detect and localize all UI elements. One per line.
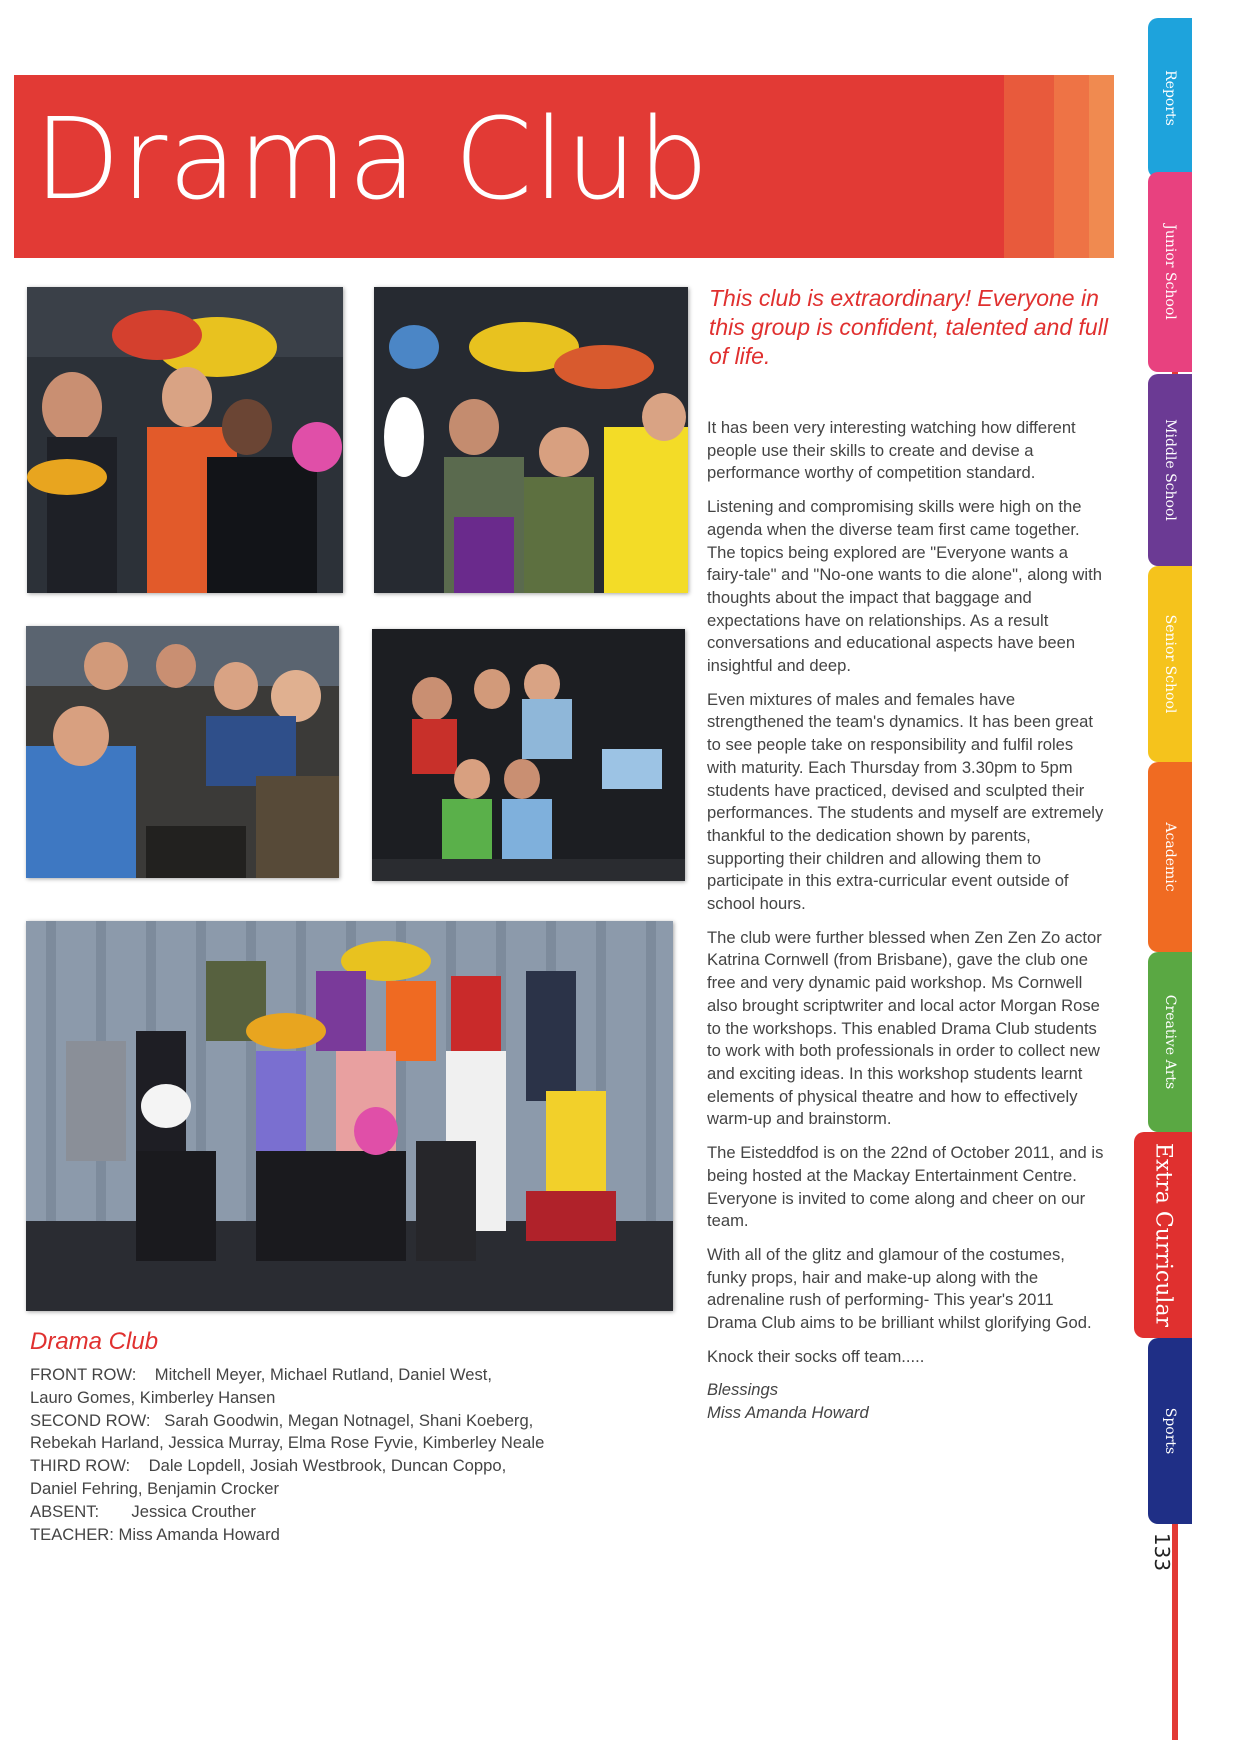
paragraph: The club were further blessed when Zen Zen Zo actor Katrina Cornwell (from Brisbane), gave the club one free and very dynamic paid workshop. Ms Cornwell also brought scriptwriter and local actor Morgan Rose to the workshops. This enabled Drama Club students to work with both professionals in order to collect new and exciting ideas. In this workshop students learnt elements of physical theatre and how to effectively warm-up and brainstorm. <box>707 927 1102 1129</box>
tab-extra-curricular[interactable] <box>1134 1132 1192 1338</box>
signoff <box>707 1379 1107 1424</box>
signoff-greeting: Blessings <box>707 1380 779 1400</box>
title-banner <box>14 75 1114 258</box>
caption-line: ABSENT: Jessica Crouther <box>30 1501 256 1521</box>
paragraph: Listening and compromising skills were high on the agenda when the diverse team first came together. The topics being explored are "Everyone wants a fairy-tale" and "No-one wants to die alone", along with thoughts about the impact that baggage and expectations have on relationships. As a result conversations and educational aspects have been insightful and deep. <box>707 497 1102 676</box>
photo-group-reaching <box>372 629 685 881</box>
tab-middle-school[interactable] <box>1148 374 1192 566</box>
tab-label: Creative Arts <box>1162 994 1178 1090</box>
intro-quote: This club is extraordinary! Everyone in this group is confident, talented and full of life. <box>709 285 1108 369</box>
tab-label: Senior School <box>1162 614 1178 714</box>
caption-line: Lauro Gomes, Kimberley Hansen <box>30 1387 276 1407</box>
page-title: Drama Club <box>34 95 710 225</box>
paragraph: It has been very interesting watching how different people use their skills to create and devise a performance worthy of competition standard. <box>707 418 1076 483</box>
signoff-name: Miss Amanda Howard <box>707 1403 869 1423</box>
paragraph: Knock their socks off team..... <box>707 1346 925 1366</box>
section-tabs <box>1134 0 1194 1754</box>
paragraph: With all of the glitz and glamour of the costumes, funky props, hair and make-up along with the adrenaline rush of performing- This year's 2011 Drama Club aims to be brilliant whilst glorifying God. <box>707 1244 1092 1333</box>
tab-label: Extra Curricular <box>1150 1142 1176 1328</box>
photo-caption <box>30 1328 670 1546</box>
paragraph: Even mixtures of males and females have strengthened the team's dynamics. It has been great to see people take on responsibility and fulfil roles with maturity. Each Thursday from 3.30pm to 5pm students have practiced, devised and sculpted their performances. The students and myself are extremely thankful to the dedication shown by parents, supporting their children and allowing them to participate in this extra-curricular event outside of school hours. <box>707 689 1104 914</box>
caption-line: THIRD ROW: Dale Lopdell, Josiah Westbrook, Duncan Coppo, <box>30 1456 507 1476</box>
paragraph: The Eisteddfod is on the 22nd of October 2011, and is being hosted at the Mackay Entertainment Centre. Everyone is invited to come along and cheer on our team. <box>707 1143 1104 1231</box>
caption-line: SECOND ROW: Sarah Goodwin, Megan Notnagel, Shani Koeberg, <box>30 1410 534 1430</box>
caption-line: TEACHER: Miss Amanda Howard <box>30 1524 280 1544</box>
tab-creative-arts[interactable] <box>1148 952 1192 1132</box>
tab-sports[interactable] <box>1148 1338 1192 1524</box>
tab-label: Middle School <box>1162 419 1178 521</box>
caption-line: Daniel Fehring, Benjamin Crocker <box>30 1478 280 1498</box>
caption-line: FRONT ROW: Mitchell Meyer, Michael Rutland, Daniel West, <box>30 1365 492 1384</box>
article-body <box>707 417 1107 1425</box>
photo-group-seated <box>26 626 339 878</box>
caption-line: Rebekah Harland, Jessica Murray, Elma Rose Fyvie, Kimberley Neale <box>30 1433 545 1453</box>
page-number: 133 <box>1150 1532 1174 1572</box>
photo-group-hats <box>27 287 343 593</box>
tab-label: Sports <box>1162 1407 1178 1455</box>
tab-academic[interactable] <box>1148 762 1192 952</box>
tab-label: Reports <box>1162 70 1178 126</box>
photo-club-group <box>26 921 673 1311</box>
caption-title: Drama Club <box>30 1328 159 1355</box>
tab-label: Junior School <box>1162 224 1178 320</box>
tab-reports[interactable] <box>1148 18 1192 178</box>
photo-group-costumes <box>374 287 688 593</box>
tab-junior-school[interactable] <box>1148 172 1192 372</box>
tab-label: Academic <box>1162 822 1178 892</box>
tab-senior-school[interactable] <box>1148 566 1192 762</box>
